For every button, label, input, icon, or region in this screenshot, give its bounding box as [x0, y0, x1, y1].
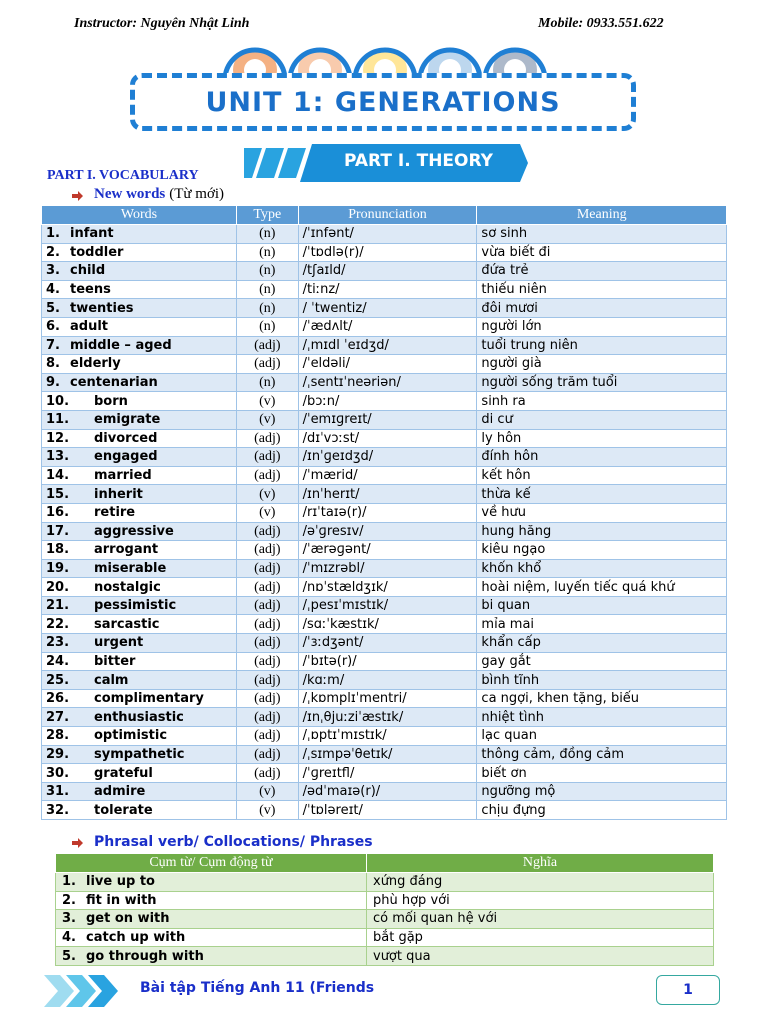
vocab-word: teens [70, 282, 111, 298]
vocab-type: (n) [236, 262, 298, 281]
vocab-type: (adj) [236, 429, 298, 448]
vocab-word: married [94, 468, 152, 484]
vocab-row [42, 466, 727, 485]
vocab-type: (adj) [236, 448, 298, 467]
row-number: 29. [46, 746, 70, 762]
vocab-word: sarcastic [94, 616, 160, 632]
vocab-word-cell [42, 782, 237, 801]
vocab-row [42, 410, 727, 429]
header-meaning: Meaning [477, 206, 727, 225]
vocab-row [42, 782, 727, 801]
row-number: 30. [46, 765, 70, 781]
phrase-meaning: bắt gặp [367, 928, 714, 947]
vocab-word-cell [42, 652, 237, 671]
row-number: 3. [62, 911, 76, 927]
vocab-word-cell [42, 708, 237, 727]
vocab-type: (n) [236, 317, 298, 336]
vocab-meaning: kết hôn [477, 466, 727, 485]
vocab-word: child [70, 263, 106, 279]
row-number: 28. [46, 728, 70, 744]
row-number: 27. [46, 709, 70, 725]
instructor-mobile: Mobile: 0933.551.622 [538, 16, 664, 31]
vocab-meaning: chịu đựng [477, 801, 727, 820]
row-number: 19. [46, 560, 70, 576]
vocab-meaning: lạc quan [477, 727, 727, 746]
phrasal-row [56, 873, 714, 892]
vocab-meaning: mỉa mai [477, 615, 727, 634]
vocab-type: (n) [236, 299, 298, 318]
row-number: 8. [46, 356, 60, 372]
vocab-type: (adj) [236, 541, 298, 560]
row-number: 25. [46, 672, 70, 688]
phrase-cell [56, 910, 367, 929]
vocab-row [42, 299, 727, 318]
vocab-word-cell [42, 689, 237, 708]
vocabulary-table [41, 205, 727, 820]
vocab-word: sympathetic [94, 746, 185, 762]
vocab-word: complimentary [94, 691, 204, 707]
arrow-bullet-icon [70, 835, 84, 849]
vocab-type: (adj) [236, 466, 298, 485]
vocab-word-cell [42, 466, 237, 485]
vocab-word-cell [42, 503, 237, 522]
vocab-meaning: sơ sinh [477, 225, 727, 244]
phrase: live up to [86, 874, 155, 890]
phrasal-row [56, 928, 714, 947]
row-number: 9. [46, 375, 60, 391]
vocab-type: (v) [236, 392, 298, 411]
row-number: 13. [46, 449, 70, 465]
footer-title: Bài tập Tiếng Anh 11 (Friends [140, 980, 375, 996]
vocab-type: (v) [236, 782, 298, 801]
row-number: 5. [62, 948, 76, 964]
vocab-pronunciation: /tʃaɪld/ [298, 262, 477, 281]
header-phrase: Cụm từ/ Cụm động từ [56, 854, 367, 873]
vocab-word-cell [42, 801, 237, 820]
vocab-meaning: đứa trẻ [477, 262, 727, 281]
vocab-pronunciation: /ˈtɒdlə(r)/ [298, 243, 477, 262]
vocab-pronunciation: /ˈmɪzrəbl/ [298, 559, 477, 578]
page-number: 1 [656, 975, 720, 1005]
vocab-pronunciation: /ˌsentɪˈneəriən/ [298, 373, 477, 392]
vocab-word-cell [42, 559, 237, 578]
vocab-pronunciation: /nɒˈstældʒɪk/ [298, 578, 477, 597]
vocab-pronunciation: /ˌpesɪˈmɪstɪk/ [298, 596, 477, 615]
vocab-pronunciation: /ˈɪnfənt/ [298, 225, 477, 244]
vocab-row [42, 652, 727, 671]
vocab-word: tolerate [94, 802, 153, 818]
vocab-word-cell [42, 429, 237, 448]
vocab-row [42, 559, 727, 578]
vocab-row [42, 243, 727, 262]
row-number: 24. [46, 653, 70, 669]
vocab-word-cell [42, 317, 237, 336]
phrase-meaning: xứng đáng [367, 873, 714, 892]
vocab-type: (n) [236, 373, 298, 392]
vocab-meaning: nhiệt tình [477, 708, 727, 727]
row-number: 2. [62, 892, 76, 908]
header-words: Words [42, 206, 237, 225]
vocab-type: (adj) [236, 652, 298, 671]
header-pronunciation: Pronunciation [298, 206, 477, 225]
vocab-meaning: hoài niệm, luyến tiếc quá khứ [477, 578, 727, 597]
vocab-word: adult [70, 319, 109, 335]
vocab-type: (n) [236, 243, 298, 262]
vocab-row [42, 541, 727, 560]
phrasal-row [56, 891, 714, 910]
part-theory-label: PART I. THEORY [344, 151, 493, 171]
row-number: 7. [46, 337, 60, 353]
vocab-type: (adj) [236, 634, 298, 653]
vocab-pronunciation: /ˈædʌlt/ [298, 317, 477, 336]
vocab-word-cell [42, 336, 237, 355]
phrase-cell [56, 928, 367, 947]
vocab-meaning: người lớn [477, 317, 727, 336]
vocab-word-cell [42, 485, 237, 504]
vocab-word-cell [42, 392, 237, 411]
row-number: 5. [46, 300, 60, 316]
part-vocabulary-heading: PART I. VOCABULARY [47, 168, 199, 183]
vocab-type: (adj) [236, 336, 298, 355]
vocab-pronunciation: /sɑːˈkæstɪk/ [298, 615, 477, 634]
vocab-row [42, 429, 727, 448]
row-number: 11. [46, 412, 70, 428]
vocab-meaning: người già [477, 355, 727, 374]
vocab-word: miserable [94, 560, 167, 576]
vocab-meaning: sinh ra [477, 392, 727, 411]
unit-title: UNIT 1: GENERATIONS [205, 86, 561, 118]
vocab-row [42, 448, 727, 467]
vocab-type: (n) [236, 280, 298, 299]
vocab-meaning: bi quan [477, 596, 727, 615]
vocab-word-cell [42, 299, 237, 318]
header-type: Type [236, 206, 298, 225]
vocab-word-cell [42, 225, 237, 244]
vocab-meaning: ca ngợi, khen tặng, biếu [477, 689, 727, 708]
vocab-pronunciation: /tiːnz/ [298, 280, 477, 299]
vocab-pronunciation: /ˈeldəli/ [298, 355, 477, 374]
vocab-pronunciation: /ˈærəɡənt/ [298, 541, 477, 560]
vocab-word: centenarian [70, 375, 158, 391]
vocab-type: (adj) [236, 596, 298, 615]
vocab-word: engaged [94, 449, 158, 465]
row-number: 32. [46, 802, 70, 818]
vocab-pronunciation: /ɪnˈɡeɪdʒd/ [298, 448, 477, 467]
vocab-meaning: thông cảm, đồng cảm [477, 745, 727, 764]
vocab-word: urgent [94, 635, 144, 651]
phrasal-heading-label: Phrasal verb/ Collocations/ Phrases [94, 834, 373, 850]
vocab-row [42, 336, 727, 355]
row-number: 16. [46, 505, 70, 521]
vocab-word: toddler [70, 244, 124, 260]
vocab-row [42, 280, 727, 299]
vocab-word-cell [42, 410, 237, 429]
vocab-pronunciation: /ˌkɒmplɪˈmentri/ [298, 689, 477, 708]
vocab-meaning: kiêu ngạo [477, 541, 727, 560]
vocab-row [42, 615, 727, 634]
vocab-word: middle – aged [70, 337, 172, 353]
arrow-bullet-icon [70, 188, 84, 202]
phrase-cell [56, 873, 367, 892]
vocab-pronunciation: /ˈtɒləreɪt/ [298, 801, 477, 820]
vocab-pronunciation: /əˈɡresɪv/ [298, 522, 477, 541]
vocab-pronunciation: /rɪˈtaɪə(r)/ [298, 503, 477, 522]
vocab-word: elderly [70, 356, 121, 372]
row-number: 21. [46, 598, 70, 614]
row-number: 17. [46, 523, 70, 539]
vocab-pronunciation: /ɪnˈherɪt/ [298, 485, 477, 504]
vocab-pronunciation: /ˌɒptɪˈmɪstɪk/ [298, 727, 477, 746]
vocab-pronunciation: /ˌmɪdl ˈeɪdʒd/ [298, 336, 477, 355]
vocab-type: (adj) [236, 578, 298, 597]
vocab-word: inherit [94, 486, 143, 502]
vocab-row [42, 689, 727, 708]
phrase-cell [56, 891, 367, 910]
vocab-type: (adj) [236, 708, 298, 727]
row-number: 18. [46, 542, 70, 558]
vocab-meaning: khốn khổ [477, 559, 727, 578]
vocab-pronunciation: /ˈemɪɡreɪt/ [298, 410, 477, 429]
row-number: 4. [62, 930, 76, 946]
unit-title-box [130, 73, 636, 131]
phrase: get on with [86, 911, 170, 927]
row-number: 31. [46, 784, 70, 800]
vocab-meaning: tuổi trung niên [477, 336, 727, 355]
vocab-type: (adj) [236, 727, 298, 746]
vocab-pronunciation: /ˈbɪtə(r)/ [298, 652, 477, 671]
vocab-row [42, 392, 727, 411]
vocab-word: admire [94, 784, 146, 800]
vocab-word: infant [70, 226, 114, 242]
vocab-pronunciation: /bɔːn/ [298, 392, 477, 411]
vocab-meaning: ngưỡng mộ [477, 782, 727, 801]
vocab-row [42, 764, 727, 783]
phrase: go through with [86, 948, 204, 964]
vocab-word-cell [42, 262, 237, 281]
row-number: 1. [62, 874, 76, 890]
vocab-meaning: người sống trăm tuổi [477, 373, 727, 392]
vocab-word-cell [42, 578, 237, 597]
phrasal-row [56, 947, 714, 966]
vocab-row [42, 317, 727, 336]
phrase: catch up with [86, 930, 186, 946]
vocab-pronunciation: /ˈɜːdʒənt/ [298, 634, 477, 653]
vocab-meaning: khẩn cấp [477, 634, 727, 653]
vocab-row [42, 262, 727, 281]
vocab-meaning: thiếu niên [477, 280, 727, 299]
row-number: 3. [46, 263, 60, 279]
instructor-name: Instructor: Nguyên Nhật Linh [74, 16, 250, 31]
vocab-type: (adj) [236, 689, 298, 708]
vocab-pronunciation: /kɑːm/ [298, 671, 477, 690]
phrase-meaning: phù hợp với [367, 891, 714, 910]
vocab-row [42, 745, 727, 764]
vocab-meaning: đính hôn [477, 448, 727, 467]
vocab-word: optimistic [94, 728, 168, 744]
row-number: 10. [46, 393, 70, 409]
vocab-meaning: vừa biết đi [477, 243, 727, 262]
vocab-row [42, 671, 727, 690]
phrase-meaning: vượt qua [367, 947, 714, 966]
vocab-word: enthusiastic [94, 709, 184, 725]
vocab-word-cell [42, 634, 237, 653]
row-number: 12. [46, 430, 70, 446]
vocab-type: (adj) [236, 764, 298, 783]
phrase-meaning: có mối quan hệ với [367, 910, 714, 929]
vocab-word-cell [42, 243, 237, 262]
vocab-meaning: ly hôn [477, 429, 727, 448]
vocab-word-cell [42, 727, 237, 746]
vocab-pronunciation: / ˈtwentiz/ [298, 299, 477, 318]
vocab-row [42, 485, 727, 504]
vocab-word-cell [42, 355, 237, 374]
vocab-pronunciation: /dɪˈvɔːst/ [298, 429, 477, 448]
vocab-word: twenties [70, 300, 134, 316]
vocab-pronunciation: /ɪnˌθjuːziˈæstɪk/ [298, 708, 477, 727]
vocab-type: (v) [236, 485, 298, 504]
row-number: 2. [46, 244, 60, 260]
vocab-type: (v) [236, 801, 298, 820]
vocab-row [42, 727, 727, 746]
vocab-type: (v) [236, 503, 298, 522]
vocab-row [42, 225, 727, 244]
phrase: fit in with [86, 892, 157, 908]
vocab-meaning: bình tĩnh [477, 671, 727, 690]
vocab-word-cell [42, 280, 237, 299]
vocab-row [42, 801, 727, 820]
vocab-meaning: đôi mươi [477, 299, 727, 318]
vocab-pronunciation: /ˈmærid/ [298, 466, 477, 485]
phrasal-row [56, 910, 714, 929]
new-words-note: (Từ mới) [169, 186, 225, 202]
vocab-word: retire [94, 505, 136, 521]
vocab-word: divorced [94, 430, 158, 446]
header-phrase-meaning: Nghĩa [367, 854, 714, 873]
phrasal-heading [70, 834, 373, 850]
vocab-meaning: về hưu [477, 503, 727, 522]
vocab-word: calm [94, 672, 129, 688]
vocab-type: (adj) [236, 745, 298, 764]
vocab-row [42, 708, 727, 727]
vocab-row [42, 355, 727, 374]
vocab-meaning: hung hăng [477, 522, 727, 541]
row-number: 14. [46, 468, 70, 484]
vocab-meaning: biết ơn [477, 764, 727, 783]
footer-chevrons-icon [44, 975, 124, 1007]
row-number: 1. [46, 226, 60, 242]
new-words-heading [70, 186, 224, 203]
vocab-word: grateful [94, 765, 153, 781]
vocab-meaning: thừa kế [477, 485, 727, 504]
vocab-word-cell [42, 448, 237, 467]
vocab-type: (adj) [236, 355, 298, 374]
vocab-row [42, 596, 727, 615]
vocab-word-cell [42, 615, 237, 634]
vocab-word: nostalgic [94, 579, 161, 595]
row-number: 26. [46, 691, 70, 707]
vocab-word-cell [42, 373, 237, 392]
vocab-word: bitter [94, 653, 136, 669]
row-number: 4. [46, 282, 60, 298]
row-number: 20. [46, 579, 70, 595]
vocab-row [42, 503, 727, 522]
row-number: 15. [46, 486, 70, 502]
vocab-word-cell [42, 745, 237, 764]
vocab-row [42, 522, 727, 541]
vocab-type: (v) [236, 410, 298, 429]
vocab-meaning: gay gắt [477, 652, 727, 671]
vocab-type: (n) [236, 225, 298, 244]
vocab-type: (adj) [236, 559, 298, 578]
vocab-word-cell [42, 671, 237, 690]
vocab-row [42, 634, 727, 653]
vocab-type: (adj) [236, 671, 298, 690]
vocab-word-cell [42, 764, 237, 783]
new-words-label: New words [94, 186, 166, 202]
vocab-word: arrogant [94, 542, 159, 558]
vocab-word: emigrate [94, 412, 161, 428]
vocab-type: (adj) [236, 522, 298, 541]
vocab-word-cell [42, 596, 237, 615]
row-number: 23. [46, 635, 70, 651]
vocab-word-cell [42, 541, 237, 560]
vocab-pronunciation: /ədˈmaɪə(r)/ [298, 782, 477, 801]
row-number: 22. [46, 616, 70, 632]
vocab-meaning: di cư [477, 410, 727, 429]
vocab-row [42, 578, 727, 597]
vocab-word: born [94, 393, 128, 409]
vocab-row [42, 373, 727, 392]
vocab-word: pessimistic [94, 598, 177, 614]
vocab-pronunciation: /ˈɡreɪtfl/ [298, 764, 477, 783]
row-number: 6. [46, 319, 60, 335]
vocab-pronunciation: /ˌsɪmpəˈθetɪk/ [298, 745, 477, 764]
phrase-cell [56, 947, 367, 966]
phrasal-table [55, 853, 714, 966]
vocab-word-cell [42, 522, 237, 541]
vocab-word: aggressive [94, 523, 174, 539]
vocab-type: (adj) [236, 615, 298, 634]
